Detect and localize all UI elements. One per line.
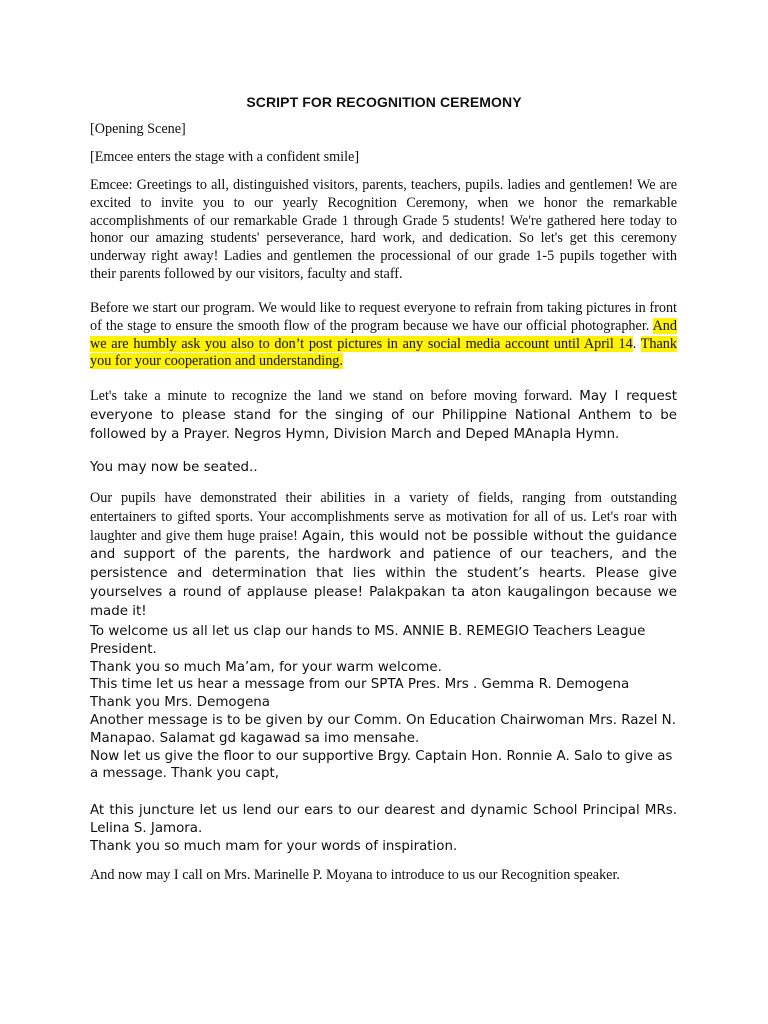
- welcome-line: Now let us give the floor to our supportive Brgy. Captain Hon. Ronnie A. Salo to give as a message. Thank you capt,: [90, 748, 673, 782]
- principal-line: Thank you so much mam for your words of inspiration.: [90, 838, 458, 854]
- welcome-line: Thank you so much Ma’am, for your warm welcome.: [90, 659, 442, 675]
- pupils-paragraph: [90, 489, 677, 621]
- welcome-messages: [90, 623, 677, 783]
- welcome-line: Thank you Mrs. Demogena: [90, 695, 270, 711]
- land-recognition-text: Let's take a minute to recognize the land we stand on before moving forward.: [90, 388, 580, 404]
- emcee-enters-note: [Emcee enters the stage with a confident smile]: [90, 149, 360, 165]
- welcome-line: Another message is to be given by our Comm. On Education Chairwoman Mrs. Razel N. Manapao. Salamat gd kagawad sa imo mensahe.: [90, 712, 676, 746]
- greeting-paragraph: Emcee: Greetings to all, distinguished visitors, parents, teachers, pupils. ladies and gentlemen! We are excited to invite you to our yearly Recognition Ceremony, when we honor the remarkable accomplishments of our remarkable Grade 1 through Grade 5 students! We're gathered here today to honor our amazing students' perseverance, hard work, and dedication. So let's get this ceremony underway right away! Ladies and gentlemen the processional of our grade 1-5 pupils together with their parents followed by our visitors, faculty and staff.: [90, 177, 677, 282]
- welcome-line: This time let us hear a message from our SPTA Pres. Mrs . Gemma R. Demogena: [90, 677, 630, 693]
- social-media-highlight: And we are humbly ask you also to don’t post pictures in any social media account until April 14: [90, 317, 677, 352]
- opening-scene-note: [Opening Scene]: [90, 121, 186, 137]
- photo-request-paragraph: [90, 300, 677, 371]
- seated-line: You may now be seated..: [90, 460, 258, 475]
- anthem-request-text: May I request everyone to please stand for the singing of our Philippine National Anthem to be followed by a Prayer. Negros Hymn, Division March and Deped MAnapla Hymn.: [90, 389, 677, 442]
- principal-line: At this juncture let us lend our ears to our dearest and dynamic School Principal MRs. Lelina S. Jamora.: [90, 803, 677, 836]
- applause-request-text: Again, this would not be possible without the guidance and support of the parents, the hardwork and patience of our teachers, and the persistence and determination that lies within the student’s hearts. Please give yourselves a round of applause please! Palakpakan ta aton kaugalingon because we made it!: [90, 528, 677, 619]
- closing-line: And now may I call on Mrs. Marinelle P. Moyana to introduce to us our Recognition speaker.: [90, 867, 620, 883]
- photo-request-text: Before we start our program. We would like to request everyone to refrain from taking pictures in front of the stage to ensure the smooth flow of the program because we have our official photographer.: [90, 300, 677, 334]
- photo-request-period: .: [632, 335, 641, 352]
- principal-messages: [90, 802, 677, 855]
- welcome-line: To welcome us all let us clap our hands to MS. ANNIE B. REMEGIO Teachers League President.: [90, 624, 646, 657]
- document-title: SCRIPT FOR RECOGNITION CEREMONY: [246, 94, 522, 110]
- pupils-abilities-text: Our pupils have demonstrated their abilities in a variety of fields, ranging from outstanding entertainers to gifted sports. Your accomplishments serve as motivation for all of us. Let's roar with laughter and give them huge praise!: [90, 490, 677, 544]
- anthem-paragraph: [90, 387, 677, 443]
- cooperation-highlight: Thank you for your cooperation and understanding.: [90, 335, 677, 370]
